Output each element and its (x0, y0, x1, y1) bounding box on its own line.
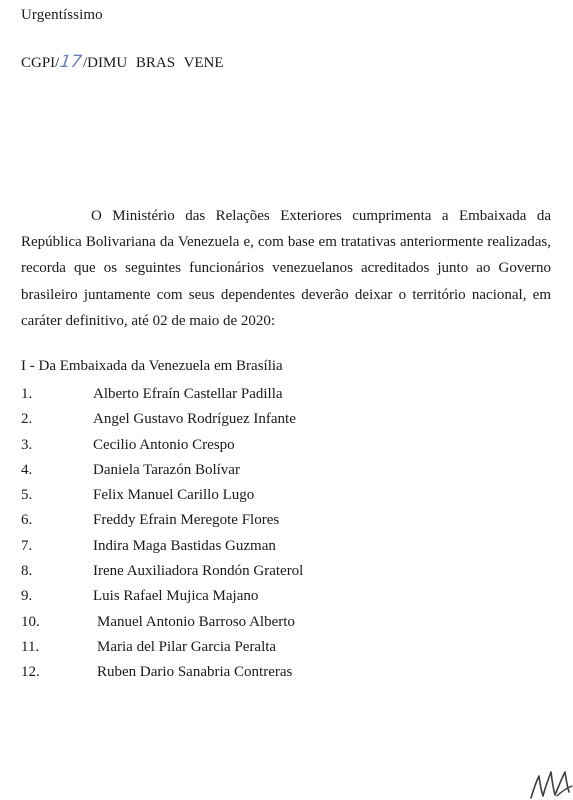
list-item (21, 534, 501, 559)
official-name: Freddy Efrain Meregote Flores (93, 512, 280, 529)
official-name: Felix Manuel Carillo Lugo (93, 487, 255, 504)
item-number: 6. (21, 512, 33, 529)
list-item (21, 635, 501, 660)
list-item (21, 660, 501, 685)
list-item (21, 483, 501, 508)
official-name: Daniela Tarazón Bolívar (93, 461, 240, 478)
item-number: 8. (21, 563, 33, 580)
list-item (21, 458, 501, 483)
item-number: 5. (21, 487, 33, 504)
section-title: I - Da Embaixada da Venezuela em Brasília (21, 358, 283, 374)
official-name: Maria del Pilar Garcia Peralta (97, 638, 277, 655)
official-name: Alberto Efraín Castellar Padilla (93, 386, 283, 402)
item-number: 12. (21, 664, 40, 681)
list-item (21, 407, 501, 432)
official-name: Angel Gustavo Rodríguez Infante (93, 411, 296, 428)
item-number: 11. (21, 638, 40, 655)
item-number: 1. (21, 386, 33, 402)
list-item (21, 610, 501, 635)
handwritten-reference-number: 17 (58, 52, 84, 72)
official-name: Manuel Antonio Barroso Alberto (97, 613, 295, 630)
item-number: 7. (21, 537, 33, 554)
list-item (21, 382, 501, 407)
official-name: Luis Rafael Mujica Majano (93, 588, 259, 605)
list-item (21, 559, 501, 584)
list-item (21, 584, 501, 609)
main-paragraph: O Ministério das Relações Exteriores cumprimenta a Embaixada da República Bolivariana da Venezuela e, com base em tratativas anteriormente realizadas, recorda que os seguintes funcionários venezuelanos acreditados junto ao Governo brasileiro juntamente com seus dependentes deverão deixar o território nacional, em caráter definitivo, até 02 de maio de 2020: (21, 208, 551, 329)
reference-line (21, 52, 224, 72)
official-name: Cecilio Antonio Crespo (93, 436, 235, 453)
reference-suffix: /DIMU BRAS VENE (82, 55, 224, 71)
item-number: 2. (21, 411, 33, 428)
list-item (21, 433, 501, 458)
item-number: 10. (21, 613, 40, 630)
reference-prefix: CGPI/ (21, 55, 60, 71)
official-name: Irene Auxiliadora Rondón Graterol (93, 563, 304, 580)
urgency-label: Urgentíssimo (21, 7, 103, 23)
official-name: Indira Maga Bastidas Guzman (93, 537, 276, 554)
official-name-list (21, 382, 501, 686)
item-number: 9. (21, 588, 33, 605)
item-number: 4. (21, 461, 33, 478)
item-number: 3. (21, 436, 33, 453)
list-item (21, 508, 501, 533)
initials-signature (527, 762, 573, 800)
official-name: Ruben Dario Sanabria Contreras (97, 664, 293, 681)
